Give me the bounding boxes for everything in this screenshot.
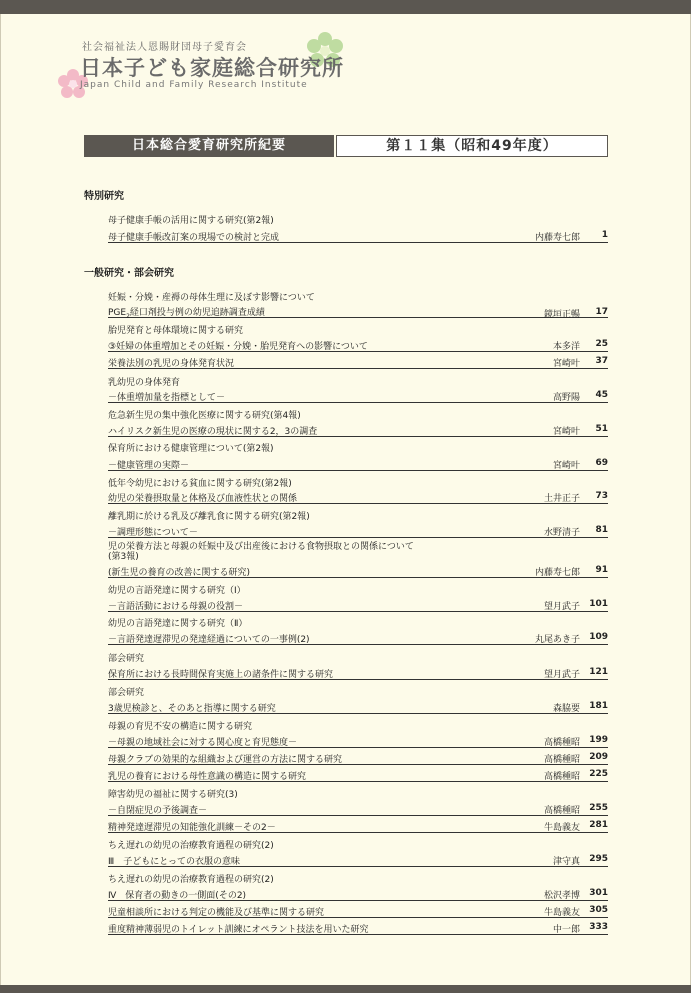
entry-author: 鏡垣正暢 [543,310,580,320]
entry-title: 母子健康手帳改訂案の現場での検討と完成 [108,233,280,243]
volume-label: 第１１集（昭和49年度） [336,135,608,157]
entry-author: 高橋種昭 [543,738,580,748]
entry-title: 栄養法別の乳児の身体発育状況 [108,359,235,369]
entry-title: 重度精神薄弱児のトイレット訓練にオペラント技法を用いた研究 [108,925,369,935]
entry-author: 望月武子 [543,670,580,680]
entry-author: 内藤寿七郎 [534,233,580,243]
entry-author: 宮崎叶 [552,461,580,471]
toc-entry[interactable] [108,921,608,935]
bottom-bar [0,985,691,993]
entry-page: 121 [589,667,608,677]
entry-parent-title: 障害幼児の福祉に関する研究(3) [108,790,238,800]
entry-parent-title: 離乳期に於ける乳及び離乳食に関する研究(第2報) [108,512,310,522]
toc-entry[interactable] [108,734,608,748]
toc-entry[interactable] [108,338,608,352]
toc-entry[interactable] [108,631,608,645]
entry-author: 内藤寿七郎 [534,568,580,578]
entry-page: 1 [601,230,608,240]
entry-title: 保育所における長時間保育実施上の諸条件に関する研究 [108,670,334,680]
page-border-left [0,14,1,985]
entry-page: 305 [589,905,608,915]
entry-author: 中一郎 [552,925,580,935]
entry-page: 69 [595,458,608,468]
entry-title: ハイリスク新生児の医療の現状に関する2，3の調査 [108,427,318,437]
entry-parent-title: 幼児の言語発達に関する研究（Ⅰ） [108,586,246,596]
entry-title: －健康管理の実際－ [108,461,190,471]
entry-title: 母親クラブの効果的な組織および運営の方法に関する研究 [108,755,343,765]
entry-title: $PGE_2$経口剤投与例の幼児追跡調査成績 [108,308,265,320]
entry-author: 高野陽 [552,393,580,403]
entry-page: 51 [595,424,608,434]
entry-page: 333 [589,922,608,932]
entry-parent-title: 保育所における健康管理について(第2報) [108,444,274,454]
toc-entry[interactable] [108,904,608,918]
entry-parent-title: (第3報) [108,552,139,562]
entry-page: 199 [589,735,608,745]
entry-parent-title: 胎児発育と母体環境に関する研究 [108,326,244,336]
entry-parent-title: 児の栄養方法と母親の妊娠中及び出産後における食物摂取との関係について [108,542,414,552]
org-parent-name: 社会福祉法人恩賜財団母子愛育会 [82,42,247,53]
entry-page: 209 [589,752,608,762]
entry-page: 225 [589,769,608,779]
entry-parent-title: 母子健康手帳の活用に関する研究(第2報) [108,216,274,226]
section-heading-general: 一般研究・部会研究 [84,268,174,279]
entry-author: 高橋種昭 [543,806,580,816]
entry-page: 91 [595,565,608,575]
entry-author: 丸尾あき子 [534,635,580,645]
org-name: 日本子ども家庭総合研究所 [80,56,344,80]
entry-parent-title: 部会研究 [108,654,145,664]
toc-entry[interactable] [108,666,608,680]
entry-title: Ⅲ 子どもにとっての衣服の意味 [108,857,241,867]
entry-title: 児童相談所における判定の機能及び基準に関する研究 [108,908,325,918]
entry-author: 牛島義友 [543,908,580,918]
entry-author: 高橋種昭 [543,755,580,765]
top-bar [0,0,691,14]
org-name-english: Japan Child and Family Research Institute [80,80,308,90]
entry-page: 101 [589,599,608,609]
toc-entry[interactable] [108,887,608,901]
toc-entry[interactable] [108,490,608,504]
entry-title: 乳児の養育における母性意識の構造に関する研究 [108,772,307,782]
entry-page: 25 [595,339,608,349]
entry-parent-title: 危急新生児の集中強化医療に関する研究(第4報) [108,411,301,421]
entry-page: 17 [595,307,608,317]
entry-title: －体重増加量を指標として－ [108,393,226,403]
toc-entry[interactable] [108,457,608,471]
entry-parent-title: ちえ遅れの幼児の治療教育過程の研究(2) [108,841,274,851]
entry-page: 73 [595,491,608,501]
bulletin-title-bar [84,135,608,157]
entry-author: 望月武子 [543,602,580,612]
entry-title: 精神発達遅滞児の知能強化訓練－その2－ [108,823,276,833]
entry-title: Ⅳ 保育者の動きの一側面(その2) [108,891,247,901]
entry-parent-title: 妊娠・分娩・産褥の母体生理に及ぼす影響について [108,293,315,303]
entry-title: －調理形態について－ [108,528,198,538]
toc-entry[interactable] [108,524,608,538]
entry-author: 水野清子 [543,528,580,538]
toc-entry[interactable] [108,355,608,369]
toc-entry[interactable] [108,389,608,403]
entry-title: 幼児の栄養摂取量と体格及び血液性状との関係 [108,494,298,504]
entry-title: (新生児の養育の改善に関する研究) [108,568,251,578]
toc-entry[interactable] [108,819,608,833]
institute-logo [60,30,360,100]
toc-entry[interactable] [108,768,608,782]
bulletin-title: 日本総合愛育研究所紀要 [84,135,334,157]
entry-parent-title: 部会研究 [108,688,145,698]
entry-page: 181 [589,701,608,711]
entry-title: －母親の地域社会に対する関心度と育児態度－ [108,738,298,748]
entry-parent-title: ちえ遅れの幼児の治療教育過程の研究(2) [108,875,274,885]
toc-entry[interactable] [108,802,608,816]
entry-author: 森脇要 [552,704,580,714]
entry-author: 牛島義友 [543,823,580,833]
entry-title: －言語活動における母親の役割－ [108,602,244,612]
section-heading-special: 特別研究 [84,191,124,202]
toc-entry[interactable] [108,564,608,578]
entry-parent-title: 幼児の言語発達に関する研究（Ⅱ） [108,619,248,629]
entry-parent-title: 乳幼児の身体発育 [108,378,181,388]
entry-page: 295 [589,854,608,864]
toc-entry[interactable] [108,598,608,612]
entry-author: 本多洋 [552,342,580,352]
entry-page: 45 [595,390,608,400]
entry-page: 109 [589,632,608,642]
entry-title: －言語発達遅滞児の発達経過についての一事例(2) [108,635,310,645]
toc-entry[interactable] [108,229,608,243]
entry-title: －自閉症児の予後調査－ [108,806,208,816]
entry-author: 宮崎叶 [552,427,580,437]
entry-author: 宮崎叶 [552,359,580,369]
entry-page: 281 [589,820,608,830]
toc-entry[interactable] [108,751,608,765]
toc-entry[interactable] [108,853,608,867]
entry-page: 255 [589,803,608,813]
entry-author: 土井正子 [543,494,580,504]
entry-page: 37 [595,356,608,366]
entry-author: 津守真 [552,857,580,867]
entry-page: 81 [595,525,608,535]
entry-page: 301 [589,888,608,898]
entry-parent-title: 母親の育児不安の構造に関する研究 [108,722,253,732]
toc-entry[interactable] [108,304,608,318]
entry-parent-title: 低年令幼児における貧血に関する研究(第2報) [108,479,292,489]
toc-entry[interactable] [108,700,608,714]
entry-author: 松沢孝博 [543,891,580,901]
entry-author: 高橋種昭 [543,772,580,782]
entry-title: ③妊婦の体重増加とその妊娠・分娩・胎児発育への影響について [108,342,368,352]
toc-entry[interactable] [108,423,608,437]
entry-title: 3歳児検診と、そのあと指導に関する研究 [108,704,276,714]
